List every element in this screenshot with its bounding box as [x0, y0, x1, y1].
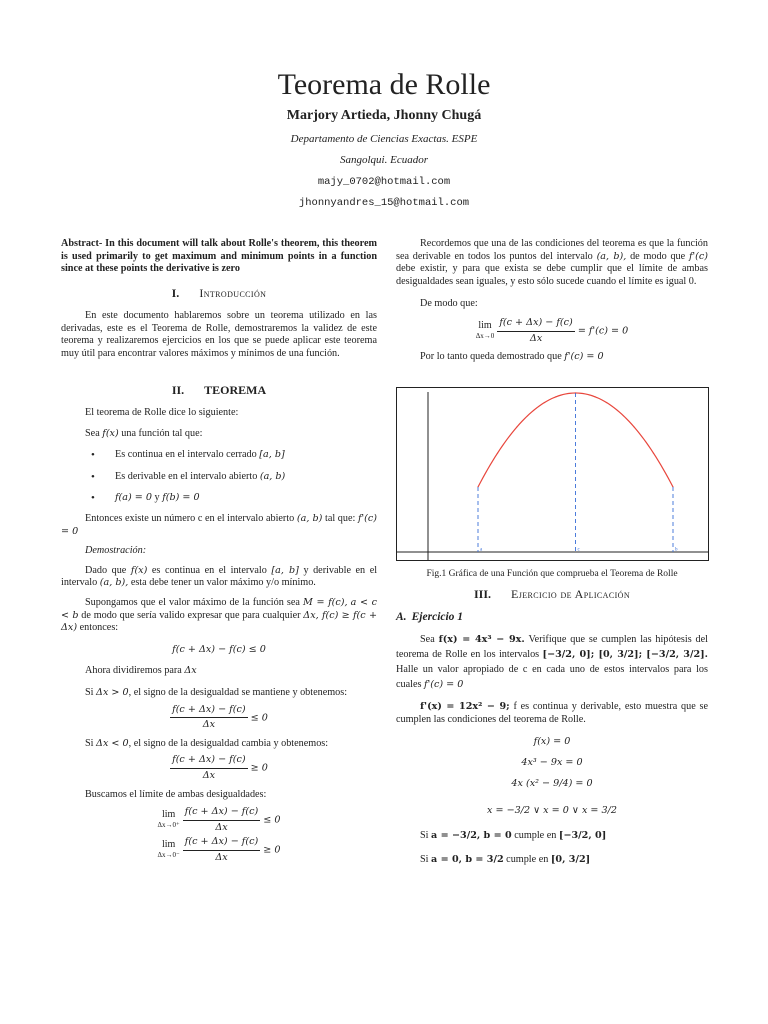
section-3-body: [396, 632, 708, 867]
paragraph: Si Δx < 0, el signo de la desigualdad cambia y obtenemos:: [85, 737, 329, 749]
paragraph: Ahora dividiremos para Δx: [85, 665, 197, 677]
section-1-body: [61, 310, 377, 360]
list-item: • f(a) = 0 y f(b) = 0: [61, 492, 377, 505]
email-2[interactable]: jhonnyandres_15@hotmail.com: [298, 197, 470, 209]
data-point: [555, 396, 556, 397]
data-point: [633, 426, 634, 427]
paragraph: De modo que:: [420, 298, 478, 310]
paragraph: f'(x) = 12x² − 9; f es continua y derivable, esto muestra que se cumplen las condiciones del teorema de Rolle.: [396, 701, 708, 725]
section-3-heading: [396, 588, 708, 601]
equation: $\frac{f(c + \Delta x) - f(c)}{\Delta x}$ ≤ 0: [172, 703, 268, 731]
paragraph: En este documento hablaremos sobre un teorema utilizado en las derivadas, este es el Teorema de Rolle, demostraremos la validez de este teorema y realizaremos ejercicios en los que se puede aplicar este teorema muy útil para encontrar valores máximos y mínimos de una función.: [61, 310, 377, 359]
section-2-body: [61, 407, 377, 864]
paragraph: Por lo tanto queda demostrado que f'(c) = 0: [420, 351, 604, 363]
email-1[interactable]: majy_0702@hotmail.com: [317, 176, 451, 188]
data-point: [594, 396, 595, 397]
equation: lim Δx→0 $\frac{f(c + \Delta x) - f(c)}{\Delta x}$ = f'(c) = 0: [475, 316, 629, 344]
subsection-heading: A. Ejercicio 1: [396, 611, 464, 623]
paragraph: Si a = −3/2, b = 0 cumple en [−3/2, 0]: [420, 829, 607, 841]
data-point: [536, 407, 537, 408]
authors: Marjory Artieda, Jhonny Chugá: [286, 108, 482, 123]
data-point: [614, 407, 615, 408]
demo-label: Demostración:: [85, 545, 147, 557]
paper-title: Teorema de Rolle: [277, 68, 491, 101]
equation: $\frac{f(c + \Delta x) - f(c)}{\Delta x}$ ≥ 0: [172, 754, 268, 781]
paragraph: Sea f(x) una función tal que:: [85, 427, 203, 439]
list-item: • Es derivable en el intervalo abierto (a, b): [61, 471, 377, 484]
section-2-heading: [61, 384, 377, 397]
rolle-figure: [396, 387, 709, 561]
equation: 4x³ − 9x = 0: [521, 756, 583, 768]
section-number: III.: [474, 587, 492, 601]
chart-frame: [397, 388, 709, 561]
equation: f(c + Δx) − f(c) ≤ 0: [172, 643, 266, 655]
tick-label-c: c: [577, 547, 580, 553]
figure-caption: Fig.1 Gráfica de una Función que comprueba el Teorema de Rolle: [426, 569, 678, 579]
section-title: Ejercicio de Aplicación: [511, 587, 630, 601]
paragraph: Dado que f(x) es continua en el intervalo [a, b] y derivable en el intervalo (a, b), esta debe tener un valor máximo y/o mínimo.: [61, 564, 378, 589]
paragraph: Sea f(x) = 4x³ − 9x. Verifique que se cumplen las hipótesis del teorema de Rolle en los intervalos [−3/2, 0]; [0, 3/2]; [−3/2, 3/2]. Halle un valor apropiado de c en cada uno de estos intervalos para los cuales f'(c) = 0: [396, 634, 709, 690]
section-number: I.: [171, 286, 180, 300]
right-column-top: [396, 238, 708, 364]
abstract-text: Abstract- In this document will talk about Rolle's theorem, this theorem is used primarily to get maximum and minimum points in a function since at these points the derivative is zero: [61, 238, 377, 275]
equation: lim Δx→0⁺ $\frac{f(c + \Delta x) - f(c)}{\Delta x}$ ≤ 0: [157, 806, 281, 833]
data-point: [497, 453, 498, 454]
equation: lim Δx→0⁻ $\frac{f(c + \Delta x) - f(c)}{\Delta x}$ ≥ 0: [157, 836, 281, 863]
paragraph: Recordemos que una de las condiciones del teorema es que la función sea derivable en todos los puntos del intervalo (a, b), de modo que f'(c) debe existir, y para que exista se debe cumplir que el límite de ambas desigualdades sean iguales, y esto sólo sucede cuando el límite es igual 0.: [396, 238, 709, 287]
paragraph: Si a = 0, b = 3/2 cumple en [0, 3/2]: [420, 854, 591, 866]
abstract: [61, 238, 377, 276]
tick-label-a: a: [480, 547, 483, 553]
paragraph: Si Δx > 0, el signo de la desigualdad se mantiene y obtenemos:: [85, 686, 348, 698]
data-point: [516, 426, 517, 427]
list-item: • Es continua en el intervalo cerrado [a, b]: [61, 449, 377, 462]
paragraph: Supongamos que el valor máximo de la función sea M = f(c), a < c < b de modo que sería valido expresar que para cualquier Δx, f(c) ≥ f(c + Δx) entonces:: [61, 596, 378, 634]
paragraph: Entonces existe un número c en el intervalo abierto (a, b) tal que: f'(c) = 0: [61, 512, 377, 537]
department: Departamento de Ciencias Exactas. ESPE: [290, 133, 478, 145]
section-number: II.: [171, 383, 185, 397]
paragraph: Buscamos el límite de ambas desigualdades:: [85, 789, 267, 801]
section-title: Introducción: [199, 286, 267, 300]
paragraph: El teorema de Rolle dice lo siguiente:: [85, 407, 239, 418]
equation: 4x (x² − 9/4) = 0: [511, 778, 593, 790]
rolle-chart: [396, 387, 709, 561]
section-title: TEOREMA: [204, 383, 267, 397]
equation: x = −3/2 ∨ x = 0 ∨ x = 3/2: [487, 804, 617, 816]
equation: f(x) = 0: [533, 736, 571, 748]
section-1-heading: [61, 287, 377, 300]
data-point: [653, 453, 654, 454]
city: Sangolqui. Ecuador: [340, 154, 428, 166]
tick-label-b: b: [675, 547, 678, 553]
